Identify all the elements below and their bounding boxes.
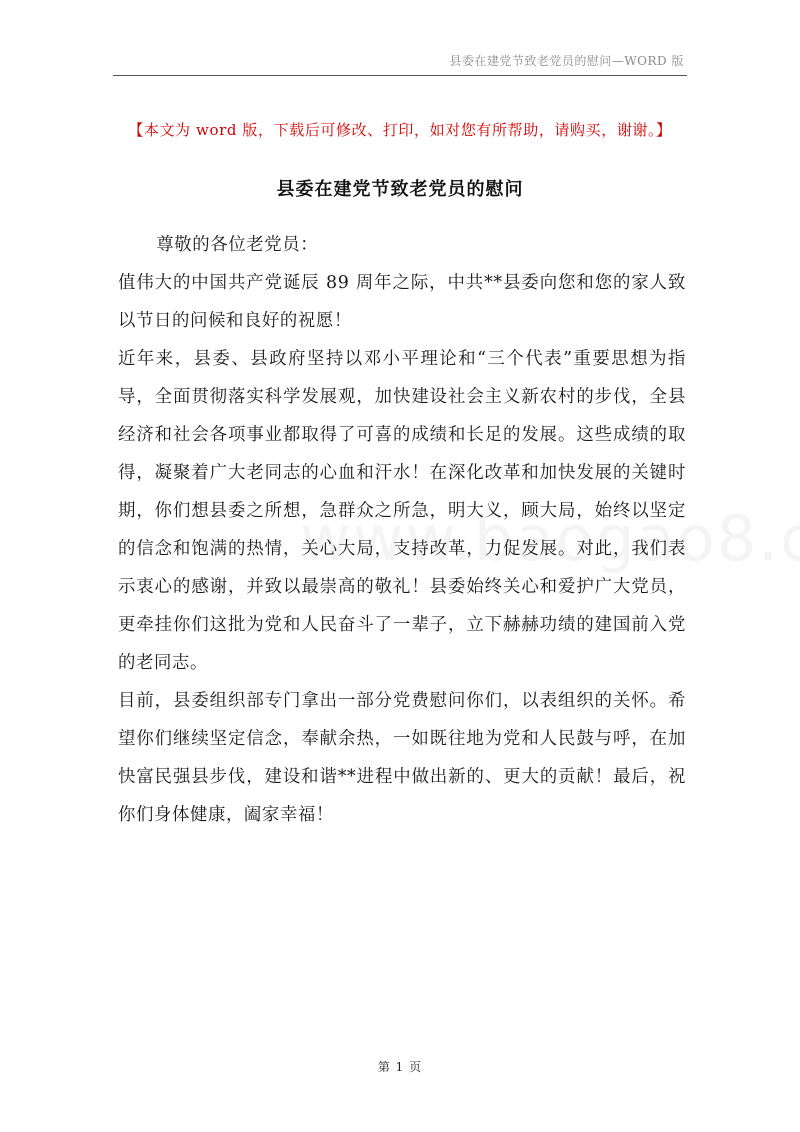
paragraph-1: 值伟大的中国共产党诞辰 89 周年之际，中共**县委向您和您的家人致以节日的问候和良好的祝愿！: [118, 273, 686, 331]
document-body: [118, 226, 686, 834]
document-title: 县委在建党节致老党员的慰问: [276, 179, 524, 200]
purchase-notice: 【本文为 word 版，下载后可修改、打印，如对您有所帮助，请购买，谢谢。】: [128, 121, 672, 139]
header-divider: [113, 75, 687, 76]
salutation: 尊敬的各位老党员：: [156, 235, 319, 255]
header-doc-label: 县委在建党节致老党员的慰问—WORD 版: [449, 54, 684, 68]
paragraph-2: 近年来，县委、县政府坚持以邓小平理论和“三个代表”重要思想为指导，全面贯彻落实科学发展观，加快建设社会主义新农村的步伐，全县经济和社会各项事业都取得了可喜的成绩和长足的发展。这些成绩的取得，凝聚着广大老同志的心血和汗水！在深化改革和加快发展的关键时期，你们想县委之所想，急群众之所急，明大义，顾大局，始终以坚定的信念和饱满的热情，关心大局，支持改革，力促发展。对此，我们表示衷心的感谢，并致以最崇高的敬礼！县委始终关心和爱护广大党员，更牵挂你们这批为党和人民奋斗了一辈子，立下赫赫功绩的建国前入党的老同志。: [118, 349, 686, 673]
paragraph-3: 目前，县委组织部专门拿出一部分党费慰问你们，以表组织的关怀。希望你们继续坚定信念，奉献余热，一如既往地为党和人民鼓与呼，在加快富民强县步伐，建设和谐**进程中做出新的、更大的贡献！最后，祝你们身体健康，阖家幸福！: [118, 691, 686, 825]
page-number: 第 1 页: [377, 1060, 423, 1074]
